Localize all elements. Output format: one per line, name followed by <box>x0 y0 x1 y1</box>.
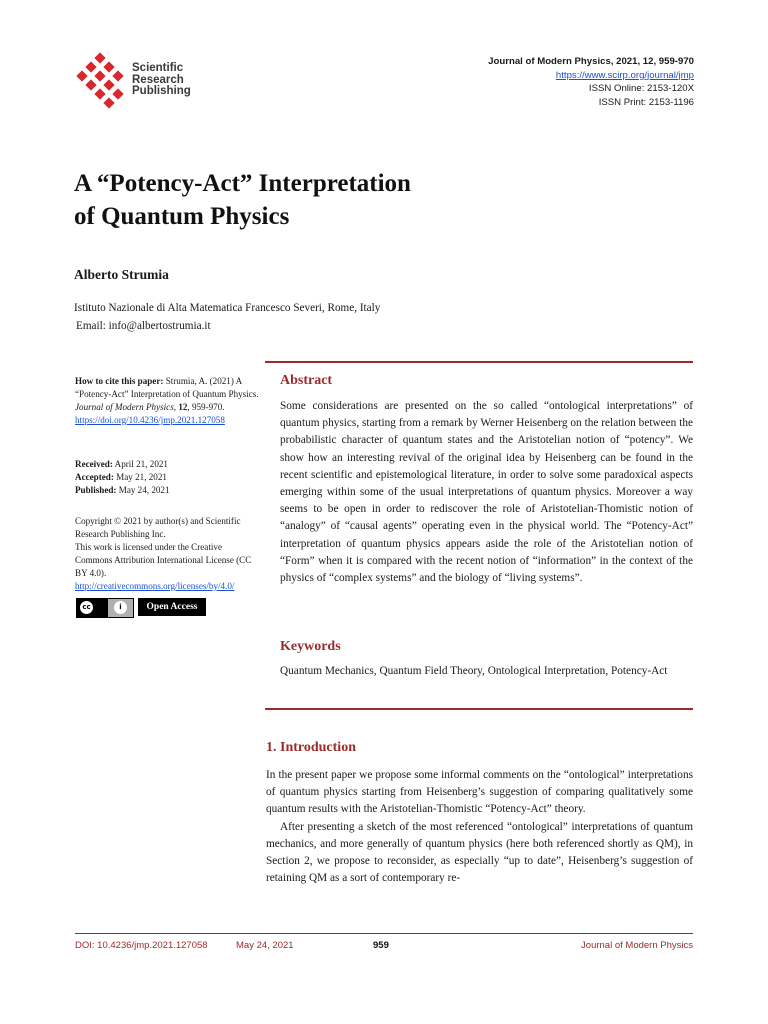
footer-journal: Journal of Modern Physics <box>581 940 693 951</box>
author-name: Alberto Strumia <box>74 267 169 282</box>
introduction-heading: 1. Introduction <box>266 740 356 755</box>
introduction-text <box>266 767 693 887</box>
journal-info <box>488 55 694 109</box>
author-email: Email: info@albertostrumia.it <box>76 320 211 332</box>
abstract-heading: Abstract <box>280 373 333 388</box>
page-number: 959 <box>373 940 389 951</box>
cc-by-badge[interactable] <box>76 598 134 618</box>
intro-paragraph-2: After presenting a sketch of the most referenced “ontological” interpretations of quantum mechanics, and more generally of quantum physics (here both referenced shortly as QM), in Section 2, we propose to reconsider, as especially “up to date”, Heisenberg’s suggestion of retaining QM as a sort of contemporary re- <box>266 820 693 885</box>
attribution-icon: i <box>114 601 127 614</box>
keywords-heading: Keywords <box>280 639 341 654</box>
abstract-text: Some considerations are presented on the so called “ontological interpretations” of quantum physics, starting from a remark by Werner Heisenberg on the relation between the probabilistic character of quantum states and the Aristotelian notion of “potency”. We show how an interesting revival of the original idea by Heisenberg can be found in the recent scientific and epistemological literature, in order to solve some paradoxical aspects emerging within some of the usual interpretations of quantum physics. Moreover a way seems to be open in order to rediscover the role of Aristotelian-Thomistic notion of “analogy” of “causal agents” operating even in the physical world. The “Potency-Act” interpretation of quantum physics appears aside the role of the Aristotelian notion of “Form” when it is compared with the recent notion of “information” in the context of the physics of “complex systems” and the biology of “living systems”. <box>280 400 693 585</box>
publication-dates: Received: April 21, 2021 Accepted: May 21, 2021 Published: May 24, 2021 <box>75 459 170 495</box>
footer-date: May 24, 2021 <box>236 940 294 951</box>
paper-title: A “Potency-Act” Interpretation of Quantum Physics <box>74 170 411 230</box>
footer-doi: DOI: 10.4236/jmp.2021.127058 <box>75 940 208 951</box>
journal-citation: Journal of Modern Physics, 2021, 12, 959-970 <box>488 56 694 67</box>
footer-rule <box>75 933 693 934</box>
keywords-text: Quantum Mechanics, Quantum Field Theory, Ontological Interpretation, Potency-Act <box>280 665 668 677</box>
license-link[interactable]: http://creativecommons.org/licenses/by/4.0/ <box>75 581 235 591</box>
journal-url-link[interactable]: https://www.scirp.org/journal/jmp <box>555 69 694 81</box>
how-to-cite: How to cite this paper: Strumia, A. (2021) A “Potency-Act” Interpretation of Quantum Physics. Journal of Modern Physics, 12, 959-970. https://doi.org/10.4236/jmp.2021.127058 <box>75 376 259 425</box>
open-access-badge: Open Access <box>138 598 206 616</box>
copyright-notice: Copyright © 2021 by author(s) and Scientific Research Publishing Inc. This work is licensed under the Creative Commons Attribution International License (CC BY 4.0). http://creativecommons.org/licenses/by/4.0/ <box>75 516 252 591</box>
abstract-top-rule <box>265 361 693 363</box>
issn-online: ISSN Online: 2153-120X <box>588 83 694 94</box>
keywords-bottom-rule <box>265 708 693 710</box>
author-affiliation: Istituto Nazionale di Alta Matematica Francesco Severi, Rome, Italy <box>74 302 381 314</box>
doi-link[interactable]: https://doi.org/10.4236/jmp.2021.127058 <box>75 415 225 425</box>
issn-print: ISSN Print: 2153-1196 <box>598 96 694 108</box>
publisher-name: Scientific Research Publishing <box>132 62 191 97</box>
cc-icon: cc <box>80 601 93 614</box>
intro-paragraph-1: In the present paper we propose some informal comments on the “ontological” interpretations of quantum physics starting from Heisenberg’s suggestion of comparing qualitatively some quantum results with the Aristotelian-Thomistic “Potency-Act” theory. <box>266 769 693 816</box>
